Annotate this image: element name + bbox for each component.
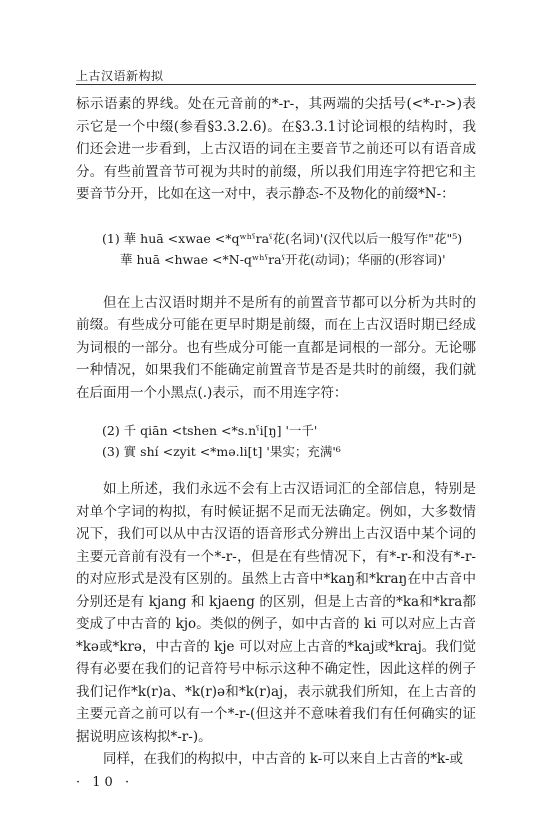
paragraph-1: 标示语素的界线。处在元音前的*-r-，其两端的尖括号(<*-r->)表示它是一个中缀(参看§3.3.2.6)。在§3.3.1讨论词根的结构时，我们还会进一步看到，上古汉语的词在主要音节之前还可以有语音成分。有些前置音节可视为共时的前缀，所以我们用连字符把它和主要音节分开，比如在这一对中，表示静态-不及物化的前缀*N-： [76,96,476,202]
example-1a: (1) 華 huā <xwae <*qʷʰˤraˁ花(名词)'(汉代以后一般写作"花"⁵) [102,230,463,246]
page-number: · 10 · [76,775,134,790]
example-3: (3) 實 shí <zyit <*mə.li[t] '果实；充满'⁶ [102,444,341,459]
header-rule [76,84,476,85]
example-1b: 華 huā <hwae <*N-qʷʰˤraˁ开花(动词)；华丽的(形容词)' [120,251,446,267]
example-2: (2) 千 qiān <tshen <*s.nˤi[ŋ] '一千' [102,423,318,438]
paragraph-4: 同样，在我们的构拟中，中古音的 k-可以来自上古音的*k-或 [103,751,464,767]
paragraph-2: 但在上古汉语时期并不是所有的前置音节都可以分析为共时的前缀。有些成分可能在更早时期是前缀，而在上古汉语时期已经成为词根的一部分。也有些成分可能一直都是词根的一部分。无论哪一种情况，如果我们不能确定前置音节是否是共时的前缀，我们就在后面用一个小黑点(.)表示，而不用连字符： [76,294,476,401]
paragraph-3: 如上所述，我们永远不会有上古汉语词汇的全部信息，特别是对单个字词的构拟，有时候证据不足而无法确定。例如，大多数情况下，我们可以从中古汉语的语音形式分辨出上古汉语中某个词的主要元音前有没有一个*-r-，但是在有些情况下，有*-r-和没有*-r-的对应形式是没有区别的。虽然上古音中*kaŋ和*kraŋ在中古音中分别还是有 kjang 和 kjaeng 的区别，但是上古音的*ka和*kra都变成了中古音的 kjo。类似的例子，如中古音的 ki 可以对应上古音*kə或*krə，中古音的 kje 可以对应上古音的*kaj或*kraj。我们觉得有必要在我们的记音符号中标示这种不确定性，因此这样的例子我们记作*k(r)a、*k(r)ə和*k(r)aj，表示就我们所知，在上古音的主要元音之前可以有一个*-r-(但这并不意味着我们有任何确实的证据说明应该构拟*-r-)。 [76,481,476,745]
running-header: 上古汉语新构拟 [76,69,164,83]
main-text [76,93,476,771]
